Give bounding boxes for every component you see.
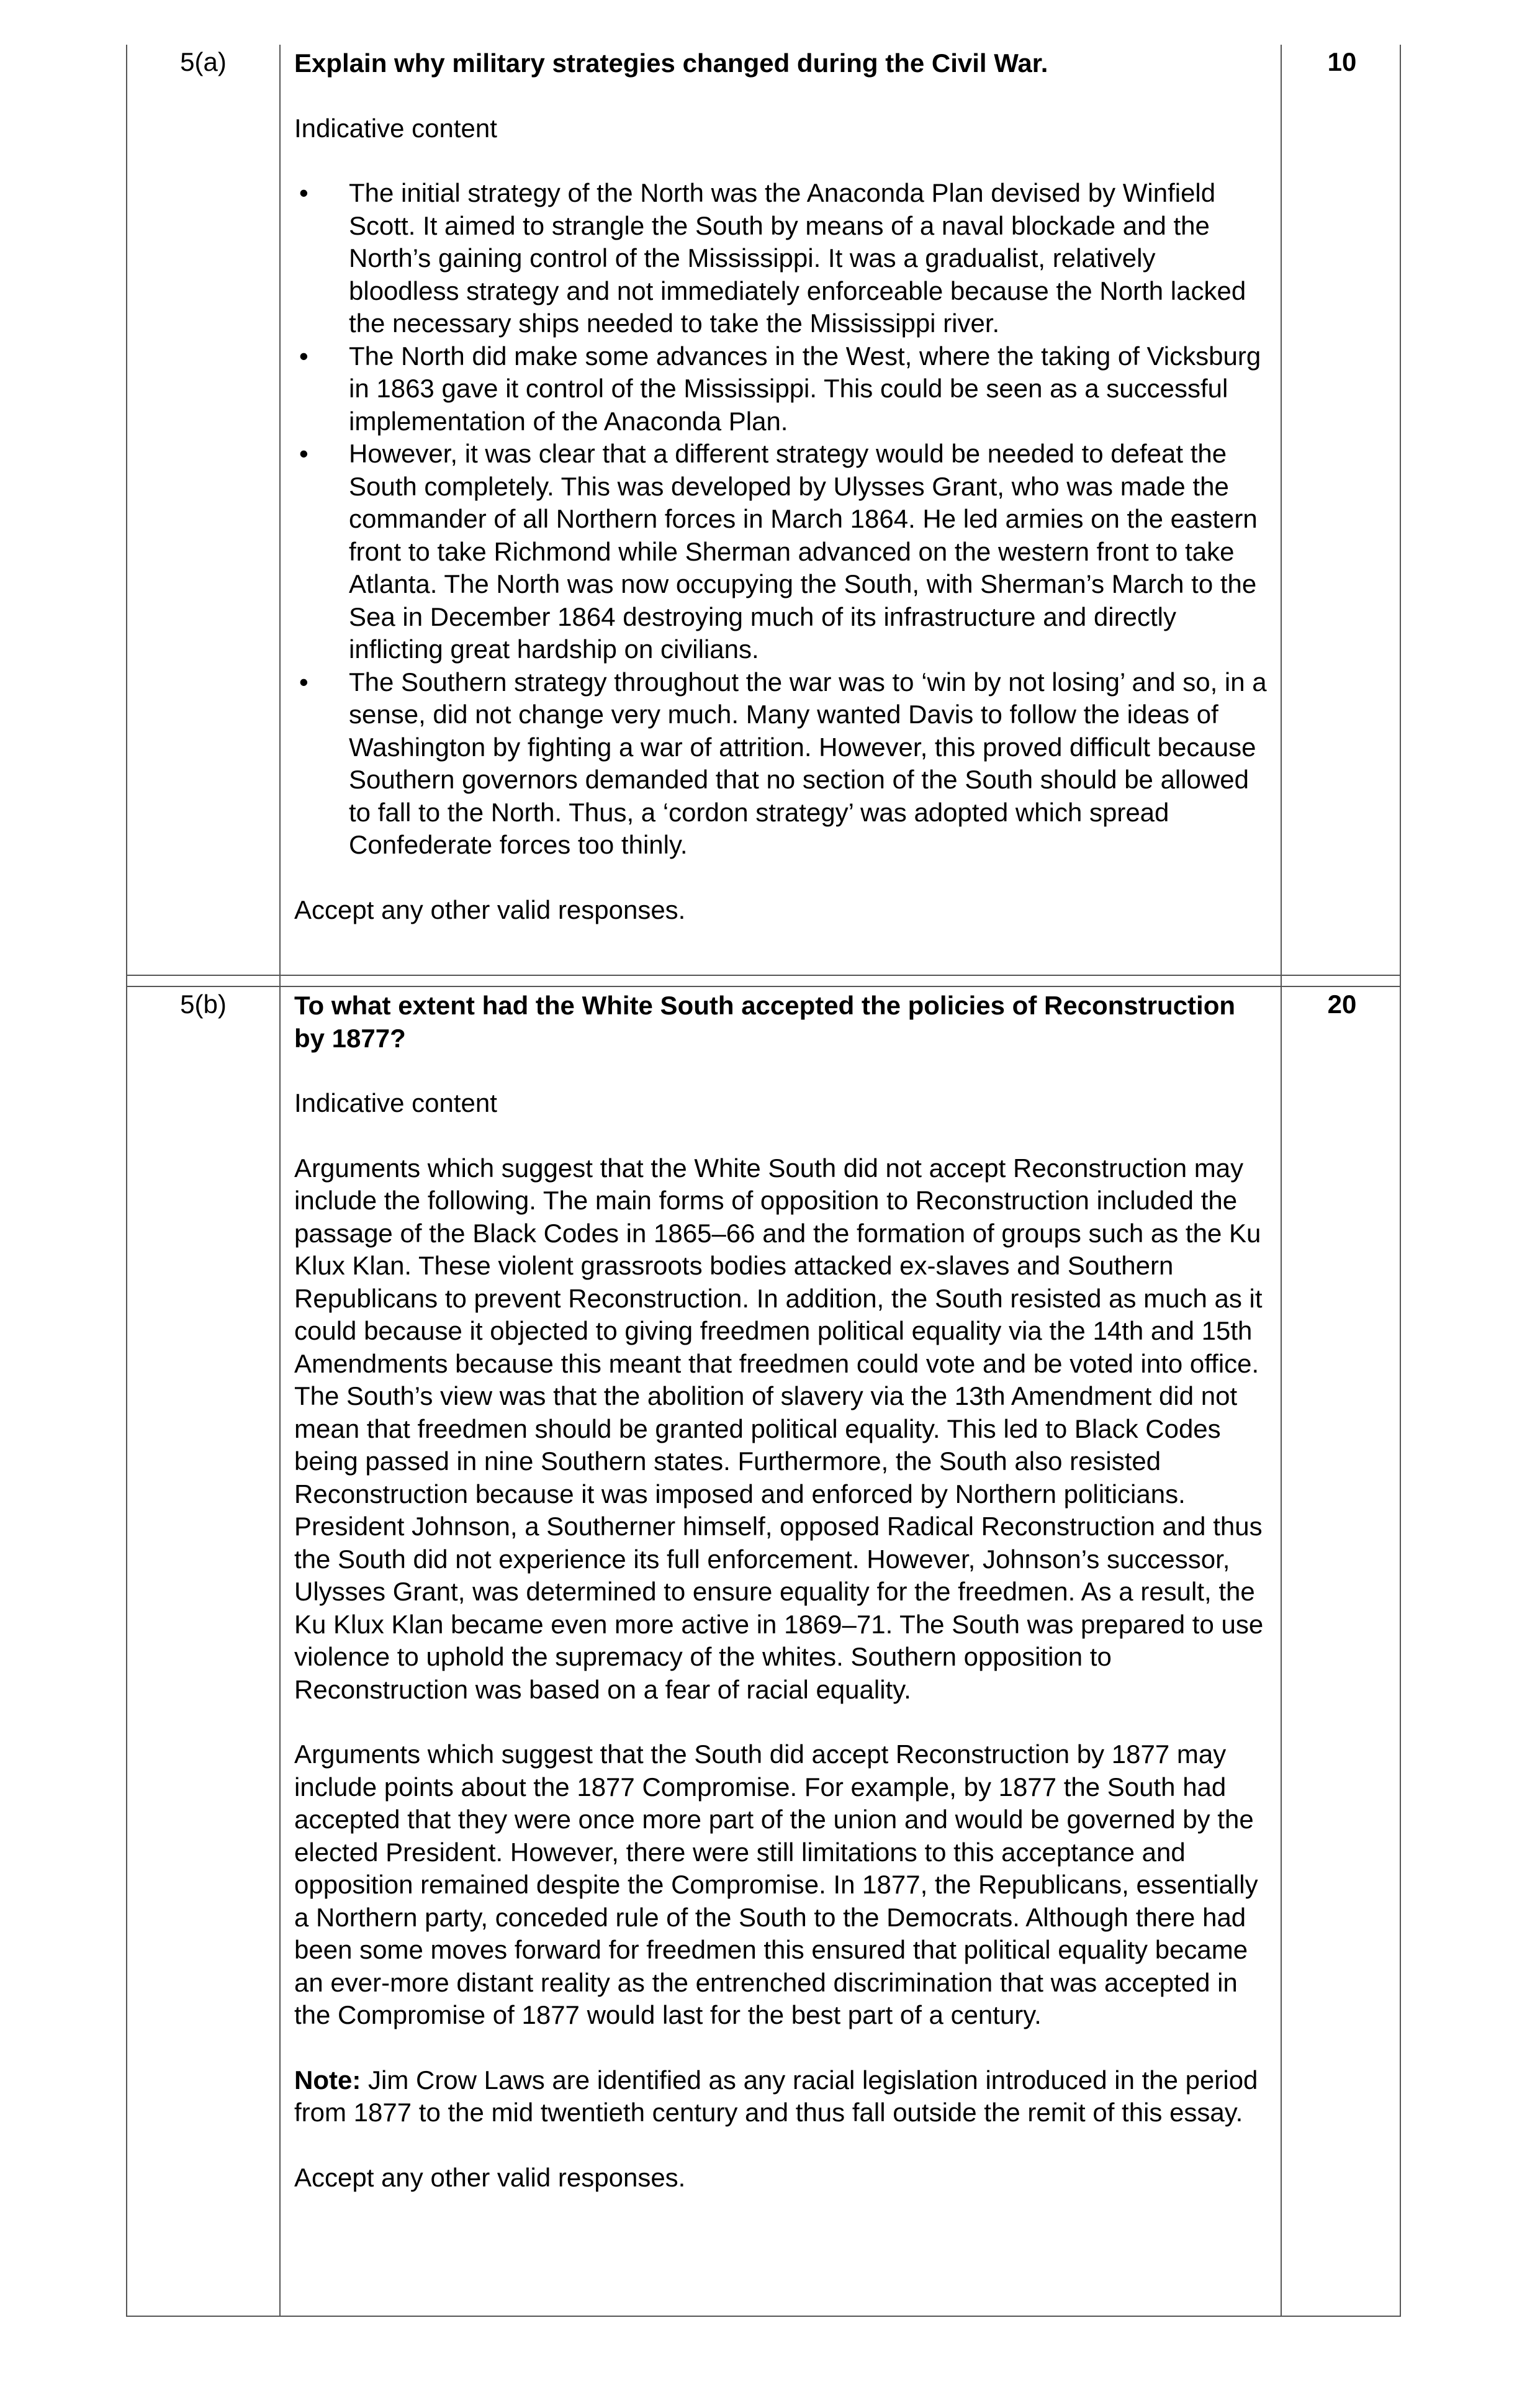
question-number: 5(b)	[127, 987, 281, 2316]
argument-paragraph-against: Arguments which suggest that the White South did not accept Reconstruction may include the following. The main forms of opposition to Reconstruction included the passage of the Black Codes in 1865–66 and the formation of groups such as the Ku Klux Klan. These violent grassroots bodies attacked ex-slaves and Southern Republicans to prevent Reconstruction. In addition, the South resisted as much as it could because it objected to giving freedmen political equality via the 14th and 15th Amendments because this meant that freedmen could vote and be voted into office. The South’s view was that the abolition of slavery via the 13th Amendment did not mean that freedmen should be granted political equality. This led to Black Codes being passed in nine Southern states. Furthermore, the South also resisted Reconstruction because it was imposed and enforced by Northern politicians. President Johnson, a Southerner himself, opposed Radical Reconstruction and thus the South did not experience its full enforcement. However, Johnson’s successor, Ulysses Grant, was determined to ensure equality for the freedmen. As a result, the Ku Klux Klan became even more active in 1869–71. The South was prepared to use violence to uphold the supremacy of the whites. Southern opposition to Reconstruction was based on a fear of racial equality.	[294, 1153, 1264, 1704]
bullet-list	[294, 177, 1267, 862]
accept-other-responses: Accept any other valid responses.	[294, 2162, 686, 2192]
question-number: 5(a)	[127, 45, 281, 975]
argument-paragraph-for: Arguments which suggest that the South did accept Reconstruction by 1877 may include points about the 1877 Compromise. For example, by 1877 the South had accepted that they were once more part of the union and would be governed by the elected President. However, there were still limitations to this acceptance and opposition remained despite the Compromise. In 1877, the Republicans, essentially a Northern party, conceded rule of the South to the Democrats. Although there had been some moves forward for freedmen this ensured that political equality became an ever-more distant reality as the entrenched discrimination that was accepted in the Compromise of 1877 would last for the best part of a century.	[294, 1739, 1258, 2029]
answer-content	[281, 987, 1282, 2316]
separator-cell	[281, 976, 1282, 986]
bullet-icon: •	[299, 178, 308, 207]
indicative-content-label: Indicative content	[294, 1088, 497, 1117]
indicative-content-label: Indicative content	[294, 113, 497, 143]
marks-value: 10	[1327, 47, 1357, 76]
mark-scheme-table	[126, 45, 1401, 2317]
bullet-icon: •	[299, 341, 308, 371]
note-text: Jim Crow Laws are identified as any racial legislation introduced in the period from 1877 to the mid twentieth century and thus fall outside the remit of this essay.	[294, 2065, 1258, 2127]
question-row-5b	[126, 986, 1401, 2317]
list-item	[294, 666, 1267, 862]
list-item	[294, 177, 1267, 340]
question-text: To what extent had the White South accepted the policies of Reconstruction by 1877?	[294, 991, 1236, 1053]
bullet-text: However, it was clear that a different strategy would be needed to defeat the South completely. This was developed by Ulysses Grant, who was made the commander of all Northern forces in March 1864. He led armies on the eastern front to take Richmond while Sherman advanced on the western front to take Atlanta. The North was now occupying the South, with Sherman’s March to the Sea in December 1864 destroying much of its infrastructure and directly inflicting great hardship on civilians.	[349, 439, 1258, 664]
note-paragraph	[294, 2064, 1267, 2129]
question-row-5a	[126, 45, 1401, 976]
accept-other-responses: Accept any other valid responses.	[294, 895, 686, 924]
note-label: Note:	[294, 2065, 361, 2095]
bullet-icon: •	[299, 439, 308, 468]
bullet-text: The North did make some advances in the West, where the taking of Vicksburg in 1863 gave it control of the Mississippi. This could be seen as a successful implementation of the Anaconda Plan.	[349, 341, 1261, 436]
list-item	[294, 438, 1267, 666]
answer-content	[281, 45, 1282, 975]
row-separator	[126, 976, 1401, 986]
separator-cell	[127, 976, 281, 986]
bullet-icon: •	[299, 667, 308, 697]
bullet-text: The Southern strategy throughout the war was to ‘win by not losing’ and so, in a sense, did not change very much. Many wanted Davis to follow the ideas of Washington by fighting a war of attrition. However, this proved difficult because Southern governors demanded that no section of the South should be allowed to fall to the North. Thus, a ‘cordon strategy’ was adopted which spread Confederate forces too thinly.	[349, 667, 1267, 859]
separator-cell	[1282, 976, 1402, 986]
bullet-text: The initial strategy of the North was the Anaconda Plan devised by Winfield Scott. It aimed to strangle the South by means of a naval blockade and the North’s gaining control of the Mississippi. It was a gradualist, relatively bloodless strategy and not immediately enforceable because the North lacked the necessary ships needed to take the Mississippi river.	[349, 178, 1246, 338]
list-item	[294, 340, 1267, 438]
question-text: Explain why military strategies changed during the Civil War.	[294, 48, 1048, 78]
marks-value: 20	[1327, 990, 1357, 1019]
